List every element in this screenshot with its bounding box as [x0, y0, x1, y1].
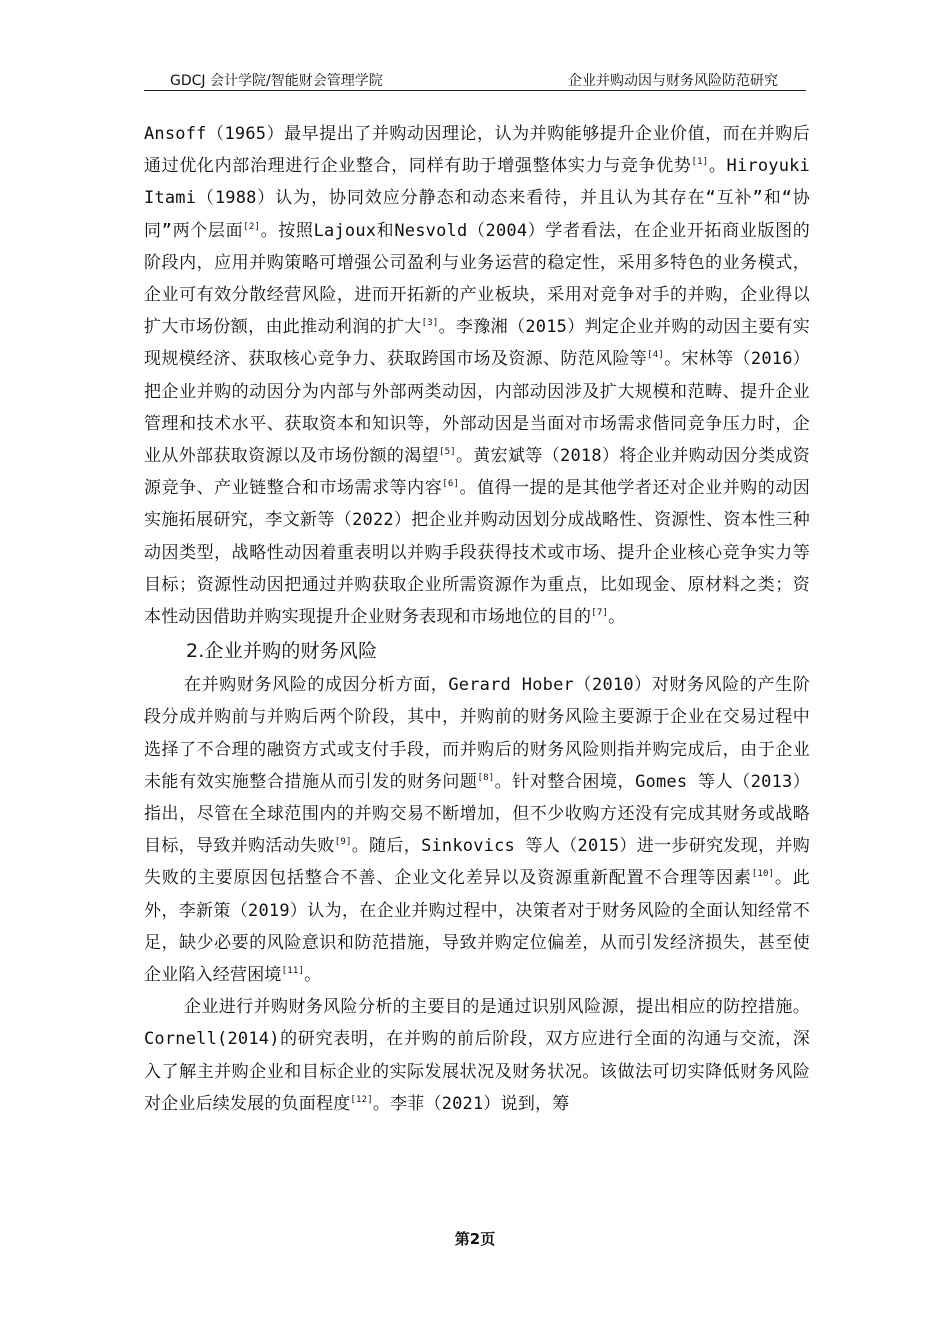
citation: [12] — [350, 1094, 373, 1105]
header-thesis-title: 企业并购动因与财务风险防范研究 — [568, 73, 778, 89]
citation: [1] — [691, 157, 709, 168]
citation: [11] — [281, 966, 305, 977]
citation: [7] — [591, 608, 609, 619]
citation: [5] — [438, 447, 456, 458]
body-text — [144, 118, 810, 1120]
paragraph-financial-risk: 在并购财务风险的成因分析方面，Gerard Hober（2010）对财务风险的产生阶段分成并购前与并购后两个阶段，其中，并购前的财务风险主要源于企业在交易过程中选择了不合理的融资方式或支付手段，而并购后的财务风险则指并购完成后，由于企业未能有效实施整合措施从而引发的财务问题[8]。针对整合困境，Gomes 等人（2013）指出，尽管在全球范围内的并购交易不断增加，但不少收购方还没有完成其财务或战略目标，导致并购活动失败[9]。随后，Sinkovics 等人（2015）进一步研究发现，并购失败的主要原因包括整合不善、企业文化差异以及资源重新配置不合理等因素[10]。此外，李新策（2019）认为，在企业并购过程中，决策者对于财务风险的全面认知经常不足，缺少必要的风险意识和防范措施，导致并购定位偏差，从而引发经济损失，甚至使企业陷入经营困境[11]。 — [144, 675, 811, 986]
citation: [10] — [751, 869, 775, 880]
paragraph-motives: Ansoff（1965）最早提出了并购动因理论，认为并购能够提升企业价值，而在并购后通过优化内部治理进行企业整合，同样有助于增强整体实力与竞争优势[1]。Hiroyuki Itami（1988）认为，协同效应分静态和动态来看待，并且认为其存在“互补”和“协同”两个层面[2]。按照Lajoux和Nesvold（2004）学者看法，在企业开拓商业版图的阶段内，应用并购策略可增强公司盈利与业务运营的稳定性，采用多特色的业务模式，企业可有效分散经营风险，进而开拓新的产业板块，采用对竞争对手的并购，企业得以扩大市场份额，由此推动利润的扩大[3]。李豫湘（2015）判定企业并购的动因主要有实现规模经济、获取核心竞争力、获取跨国市场及资源、防范风险等[4]。宋林等（2016）把企业并购的动因分为内部与外部两类动因，内部动因涉及扩大规模和范畴、提升企业管理和技术水平、获取资本和知识等，外部动因是当面对市场需求偕同竞争压力时，企业从外部获取资源以及市场份额的渴望[5]。黄宏斌等（2018）将企业并购动因分类成资源竞争、产业链整合和市场需求等内容[6]。值得一提的是其他学者还对企业并购的动因实施拓展研究，李文新等（2022）把企业并购动因划分成战略性、资源性、资本性三种动因类型，战略性动因着重表明以并购手段获得技术或市场、提升企业核心竞争实力等目标；资源性动因把通过并购获取企业所需资源作为重点，比如现金、原材料之类；资本性动因借助并购实现提升企业财务表现和市场地位的目的[7]。 — [144, 124, 811, 628]
page-header — [144, 70, 806, 91]
citation: [9] — [334, 837, 352, 848]
citation: [3] — [421, 318, 439, 329]
citation: [6] — [442, 479, 460, 490]
citation: [4] — [647, 350, 664, 361]
citation: [8] — [477, 772, 495, 783]
page-number: 第2页 — [454, 1230, 496, 1248]
paragraph-risk-analysis: 企业进行并购财务风险分析的主要目的是通过识别风险源，提出相应的防控措施。Cornell(2014)的研究表明，在并购的前后阶段，双方应进行全面的沟通与交流，深入了解主并购企业和目标企业的实际发展状况及财务状况。该做法可切实降低财务风险对企业后续发展的负面程度[12]。李菲（2021）说到，筹 — [144, 997, 810, 1114]
header-institution: GDCJ 会计学院/智能财会管理学院 — [170, 73, 383, 89]
section-heading: 2.企业并购的财务风险 — [186, 640, 378, 663]
citation: [2] — [243, 221, 261, 232]
